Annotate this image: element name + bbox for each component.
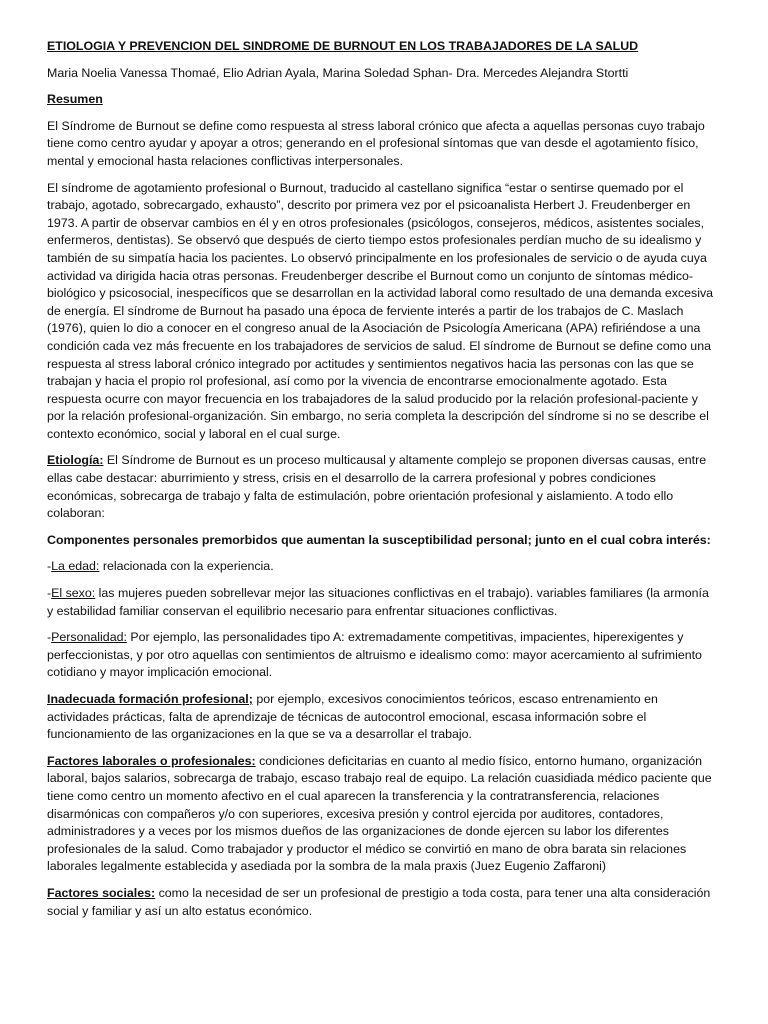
personalidad-dash: - bbox=[47, 630, 52, 645]
author-list: Maria Noelia Vanessa Thomaé, Elio Adrian Ayala, Marina Soledad Sphan- Dra. Mercedes Alejandra Stortti bbox=[47, 65, 629, 80]
sexo-dash: - bbox=[47, 586, 52, 601]
personalidad-label: Personalidad: bbox=[51, 630, 127, 645]
formacion-label: Inadecuada formación profesional; bbox=[47, 692, 253, 706]
sexo-item bbox=[47, 585, 718, 620]
edad-item bbox=[47, 558, 718, 576]
etiologia-label: Etiología: bbox=[47, 453, 104, 468]
formacion-text: por ejemplo, excesivos conocimientos teóricos, escaso entrenamiento en actividades prácticas, falta de aprendizaje de técnicas de autocontrol emocional, escasa información sobre el funcionamiento de las organizaciones en la que se va a desarrollar el trabajo. bbox=[47, 692, 658, 742]
etiologia-paragraph bbox=[47, 452, 718, 522]
sexo-label: El sexo: bbox=[51, 586, 96, 601]
edad-text: relacionada con la experiencia. bbox=[99, 559, 274, 574]
laborales-paragraph bbox=[47, 753, 718, 876]
sociales-label: Factores sociales: bbox=[47, 885, 156, 900]
laborales-text: condiciones deficitarias en cuanto al medio físico, entorno humano, organización laboral, bajos salarios, sobrecarga de trabajo, escaso trabajo real de equipo. La relación cuasidiada médico paciente que tiene como centro un momento afectivo en el cual aparecen la transferencia y la contratransferencia, relaciones disarmónicas con compañeros y/o con superiores, excesiva presión y control ejercida por auditores, contadores, administradores y a veces por los mismos dueños de las organizaciones de donde ejercen su labor los diferentes profesionales de la salud. Como trabajador y productor el médico se convirtió en mano de obra barata sin relaciones laborales legalmente establecida y asediada por la sombra de la mala praxis (Juez Eugenio Zaffaroni) bbox=[47, 753, 712, 874]
document-title: ETIOLOGIA Y PREVENCION DEL SINDROME DE BURNOUT EN LOS TRABAJADORES DE LA SALUD bbox=[47, 39, 639, 53]
components-heading: Componentes personales premorbidos que aumentan la susceptibilidad personal; junto en el cual cobra interés: bbox=[47, 532, 711, 547]
edad-label: La edad: bbox=[51, 559, 100, 574]
sexo-text: las mujeres pueden sobrellevar mejor las situaciones conflictivas en el trabajo). variables familiares (la armonía y estabilidad familiar conservan el equilibrio necesario para enfrentar situaciones conflictivas. bbox=[47, 586, 709, 618]
abstract-heading: Resumen bbox=[47, 92, 103, 107]
sociales-paragraph bbox=[47, 885, 718, 920]
formacion-paragraph bbox=[47, 691, 718, 744]
abstract-paragraph-1: El Síndrome de Burnout se define como respuesta al stress laboral crónico que afecta a aquellas personas cuyo trabajo tiene como centro ayudar y apoyar a otros; generando en el profesional síntomas que van desde el agotamiento físico, mental y emocional hasta relaciones conflictivas interpersonales. bbox=[47, 118, 705, 168]
abstract-paragraph-2: El síndrome de agotamiento profesional o Burnout, traducido al castellano significa “estar o sentirse quemado por el trabajo, agotado, sobrecargado, exhausto”, descrito por primera vez por el psicoanalista Herbert J. Freudenberger en 1973. A partir de observar cambios en él y en otros profesionales (psicólogos, consejeros, médicos, asistentes sociales, enfermeros, dentistas). Se observó que después de cierto tiempo estos profesionales perdían mucho de su idealismo y también de su simpatía hacia los pacientes. Lo observó principalmente en los profesionales de servicio o de ayuda cuya actividad va dirigida hacia otras personas. Freudenberger describe el Burnout como un conjunto de síntomas médico-biológico y psicosocial, inespecíficos que se desarrollan en la actividad laboral como resultado de una demanda excesiva de energía. El síndrome de Burnout ha pasado una época de ferviente interés a partir de los trabajos de C. Maslach (1976), quien lo dio a conocer en el congreso anual de la Asociación de Psicología Americana (APA) refiriéndose a una condición cada vez más frecuente en los trabajadores de servicios de salud. El síndrome de Burnout se define como una respuesta al stress laboral crónico integrado por actitudes y sentimientos negativos hacia las personas con las que se trabajan y hacia el propio rol profesional, así como por la vivencia de encontrarse emocionalmente agotado. Esta respuesta ocurre con mayor frecuencia en los trabajadores de la salud producido por la relación profesional-paciente y por la relación profesional-organización. Sin embargo, no seria completa la descripción del síndrome si no se describe el contexto económico, social y laboral en el cual surge. bbox=[47, 180, 714, 441]
personalidad-text: Por ejemplo, las personalidades tipo A: extremadamente competitivas, impacientes, hiperexigentes y perfeccionistas, y por otro aquellas con sentimientos de altruismo e idealismo como: mayor acercamiento al sufrimiento cotidiano y mayor implicación emocional. bbox=[47, 630, 702, 680]
laborales-label: Factores laborales o profesionales: bbox=[47, 753, 256, 768]
sociales-text: como la necesidad de ser un profesional de prestigio a toda costa, para tener una alta consideración social y familiar y así un alto estatus económico. bbox=[47, 885, 711, 918]
edad-dash: - bbox=[47, 559, 52, 574]
personalidad-item bbox=[47, 629, 718, 682]
etiologia-text: El Síndrome de Burnout es un proceso multicausal y altamente complejo se proponen diversas causas, entre ellas cabe destacar: aburrimiento y stress, crisis en el desarrollo de la carrera profesional y pobres condiciones económicas, sobrecarga de trabajo y falta de estimulación, pobre orientación profesional y aislamiento. A todo ello colaboran: bbox=[47, 453, 707, 521]
